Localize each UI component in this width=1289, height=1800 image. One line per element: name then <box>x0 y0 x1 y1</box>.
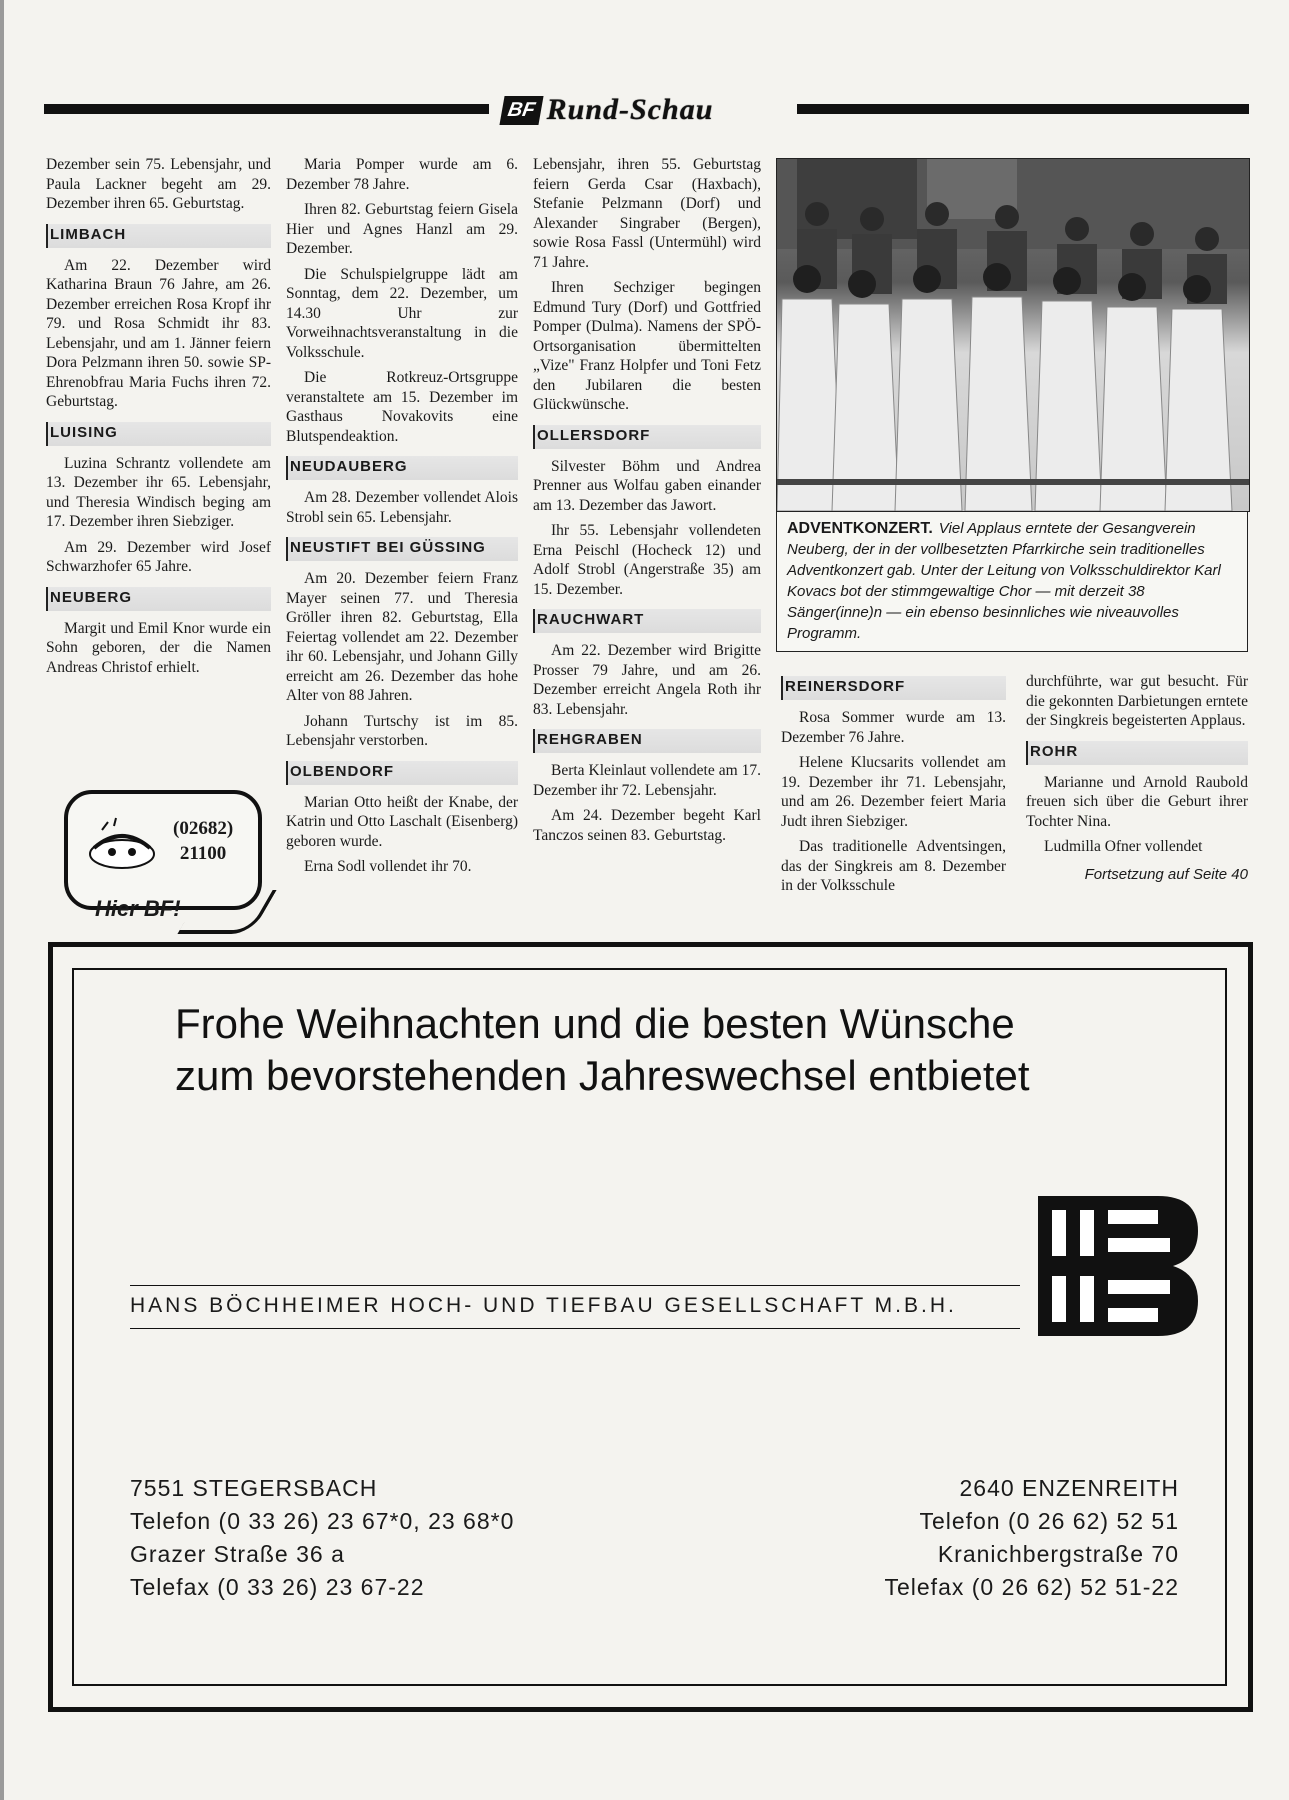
ad-greeting <box>175 998 1155 1102</box>
paragraph: Am 22. Dezember wird Katharina Braun 76 Jahre, am 26. Dezember erreichen Rosa Kropf ihr 79. und Rosa Schmidt ihr 83. Lebensjahr, und am 1. Jänner feiern Dora Pelzmann ihren 50. sowie SP-Ehrenobfrau Maria Fuchs ihren 72. Geburtstag. <box>46 256 271 410</box>
paragraph: Marianne und Arnold Raubold freuen sich über die Geburt ihrer Tochter Nina. <box>1026 773 1248 830</box>
paragraph: Lebensjahr, ihren 55. Geburtstag feiern Gerda Csar (Haxbach), Stefanie Pelzmann (Dorf) und Alexander Singraber (Bergen), sowie Rosa Fassl (Untermühl) wird 71 Jahre. <box>533 156 761 271</box>
page-edge <box>0 0 4 1800</box>
company-name: HANS BÖCHHEIMER HOCH- UND TIEFBAU GESELLSCHAFT M.B.H. <box>130 1294 957 1317</box>
address-line: 2640 ENZENREITH <box>959 1475 1179 1501</box>
hb-company-logo <box>1038 1196 1198 1336</box>
paragraph: Am 29. Dezember wird Josef Schwarzhofer 65 Jahre. <box>46 538 271 575</box>
company-rule-top <box>130 1285 1020 1286</box>
phone-number <box>173 816 233 866</box>
greeting-line-1: Frohe Weihnachten und die besten Wünsche <box>175 1000 1015 1047</box>
paragraph: Ihren Sechziger begingen Edmund Tury (Dorf) und Gottfried Pomper (Dulma). Namens der SPÖ-Ortsorganisation übermittelten „Vize" Franz Holpfer und Toni Fetz den Jubilaren die besten Glückwünsche. <box>533 279 761 413</box>
paragraph: Die Rotkreuz-Ortsgruppe veranstaltete am 15. Dezember im Gasthaus Novakovits eine Blutspendeaktion. <box>286 369 518 445</box>
address-line: Telefon (0 26 62) 52 51 <box>919 1508 1179 1534</box>
section-heading-rohr: ROHR <box>1026 741 1248 765</box>
address-line: Telefax (0 26 62) 52 51-22 <box>884 1574 1179 1600</box>
choir-illustration <box>777 159 1249 511</box>
choir-photo <box>776 158 1250 512</box>
paragraph: Berta Kleinlaut vollendete am 17. Dezember ihr 72. Lebensjahr. <box>533 762 761 799</box>
paragraph: Am 22. Dezember wird Brigitte Prosser 79 Jahre, und am 26. Dezember erreicht Angela Roth ihr 83. Lebensjahr. <box>533 642 761 718</box>
column-3 <box>533 155 761 851</box>
paragraph: Ihren 82. Geburtstag feiern Gisela Hier und Agnes Hanzl am 29. Dezember. <box>286 201 518 257</box>
bf-slogan: Hier BF! <box>95 896 181 921</box>
address-line: 7551 STEGERSBACH <box>130 1475 378 1501</box>
section-heading-neustift: NEUSTIFT BEI GÜSSING <box>286 537 518 561</box>
paragraph: durchführte, war gut besucht. Für die gekonnten Darbietungen erntete der Singkreis begeisterten Applaus. <box>1026 673 1248 729</box>
paragraph: Am 28. Dezember vollendet Alois Strobl sein 65. Lebensjahr. <box>286 489 518 526</box>
section-title: Rund-Schau <box>546 93 714 126</box>
company-rule-bottom <box>130 1328 1020 1329</box>
column-2 <box>286 155 518 883</box>
masthead-logo <box>502 94 713 126</box>
telephone-cartoon-icon <box>82 816 162 876</box>
phone-area-code: (02682) <box>173 818 234 839</box>
column-4 <box>781 676 1006 902</box>
paragraph: Erna Sodl vollendet ihr 70. <box>304 858 472 875</box>
caption-text: Viel Applaus erntete der Gesangverein Neuberg, der in der vollbesetzten Pfarrkirche sein traditionelles Adventkonzert gab. Unter der Leitung von Volksschuldirektor Karl Kovacs bot der stimmgewaltige Chor — mit derzeit 38 Sänger(inne)n — ein ebenso besinnliches wie niveauvolles Programm. <box>787 520 1221 642</box>
masthead-rule-left <box>44 104 489 114</box>
paragraph: Ihr 55. Lebensjahr vollendeten Erna Peischl (Hocheck 12) und Adolf Strobl (Angerstraße 35) am 15. Dezember. <box>533 522 761 598</box>
paragraph: Am 20. Dezember feiern Franz Mayer seinen 77. und Theresia Gröller ihren 82. Geburtstag, Ella Feiertag vollendet am 22. Dezember ihr 60. Lebensjahr, und Johann Gilly erreicht am 26. Dezember das hohe Alter von 88 Jahren. <box>286 570 518 704</box>
bf-logo: BF <box>499 96 543 125</box>
address-line: Telefax (0 33 26) 23 67-22 <box>130 1574 425 1600</box>
photo-caption <box>776 512 1248 652</box>
masthead-rule-right <box>797 104 1249 114</box>
section-heading-reinersdorf: REINERSDORF <box>781 676 1006 700</box>
paragraph: Johann Turtschy ist im 85. Lebensjahr verstorben. <box>286 712 518 749</box>
address-line: Telefon (0 33 26) 23 67*0, 23 68*0 <box>130 1508 515 1534</box>
paragraph: Margit und Emil Knor wurde ein Sohn geboren, der die Namen Andreas Christof erhielt. <box>46 619 271 676</box>
continued-note: Fortsetzung auf Seite 40 <box>1084 865 1248 883</box>
paragraph: Marian Otto heißt der Knabe, der Katrin und Otto Laschalt (Eisenberg) geboren wurde. <box>286 793 518 850</box>
column-1 <box>46 155 271 683</box>
paragraph: Rosa Sommer wurde am 13. Dezember 76 Jahre. <box>781 709 1006 746</box>
paragraph: Ludmilla Ofner vollendet <box>1044 838 1203 855</box>
address-line: Grazer Straße 36 a <box>130 1541 345 1567</box>
address-enzenreith <box>884 1472 1179 1604</box>
paragraph: Am 24. Dezember begeht Karl Tanczos seinen 83. Geburtstag. <box>533 807 761 844</box>
section-heading-rauchwart: RAUCHWART <box>533 609 761 633</box>
paragraph: Helene Klucsarits vollendet am 19. Dezember ihr 71. Lebensjahr, und am 26. Dezember feiert Maria Judt ihren Siebziger. <box>781 754 1006 830</box>
paragraph: Maria Pomper wurde am 6. Dezember 78 Jahre. <box>286 156 518 193</box>
section-heading-luising: LUISING <box>46 422 271 446</box>
paragraph: Das traditionelle Adventsingen, das der Singkreis am 8. Dezember in der Volksschule <box>781 838 1006 894</box>
section-heading-rehgraben: REHGRABEN <box>533 729 761 753</box>
paragraph: Silvester Böhm und Andrea Prenner aus Wolfau gaben einander am 13. Dezember das Jawort. <box>533 457 761 514</box>
column-5 <box>1026 672 1248 890</box>
section-heading-neudauberg: NEUDAUBERG <box>286 456 518 480</box>
caption-heading: ADVENTKONZERT. <box>787 520 933 537</box>
section-heading-limbach: LIMBACH <box>46 224 271 248</box>
masthead <box>44 94 1249 126</box>
paragraph: Die Schulspielgruppe lädt am Sonntag, dem 22. Dezember, um 14.30 Uhr zur Vorweihnachtsveranstaltung in die Volksschule. <box>286 265 518 361</box>
paragraph: Luzina Schrantz vollendete am 13. Dezember ihr 65. Lebensjahr, und Theresia Windisch beging am 17. Dezember ihren Siebziger. <box>46 454 271 530</box>
greeting-line-2: zum bevorstehenden Jahreswechsel entbietet <box>175 1052 1030 1099</box>
section-heading-ollersdorf: OLLERSDORF <box>533 425 761 449</box>
section-heading-neuberg: NEUBERG <box>46 587 271 611</box>
paragraph: Dezember sein 75. Lebensjahr, und Paula Lackner begeht am 29. Dezember ihren 65. Geburtstag. <box>46 156 271 212</box>
phone-local-number: 21100 <box>179 843 227 864</box>
address-stegersbach <box>130 1472 514 1604</box>
section-heading-olbendorf: OLBENDORF <box>286 761 518 785</box>
address-line: Kranichbergstraße 70 <box>937 1541 1179 1567</box>
